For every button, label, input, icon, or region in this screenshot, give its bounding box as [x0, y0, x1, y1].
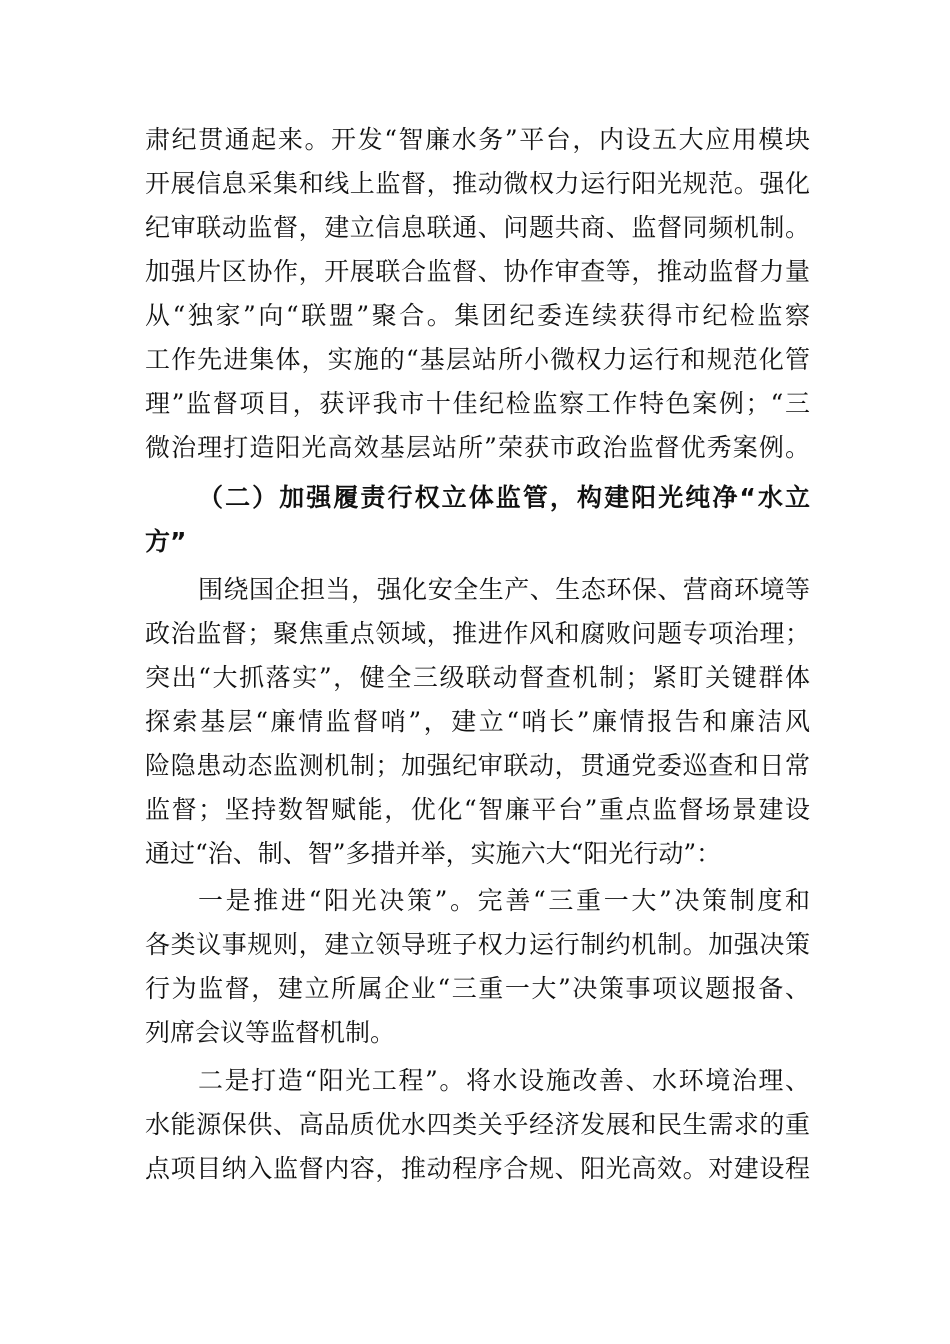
paragraph-line: 探索基层“廉情监督哨”，建立“哨长”廉情报告和廉洁风	[145, 707, 810, 736]
paragraph-line: 工作先进集体，实施的“基层站所小微权力运行和规范化管	[145, 345, 810, 374]
section-heading-line: 方”	[145, 527, 187, 556]
paragraph-line: 险隐患动态监测机制；加强纪审联动，贯通党委巡查和日常	[145, 751, 810, 780]
paragraph-line: 纪审联动监督，建立信息联通、问题共商、监督同频机制。	[145, 213, 810, 242]
paragraph-line: 突出“大抓落实”，健全三级联动督查机制；紧盯关键群体	[145, 663, 810, 692]
paragraph-line: 监督；坚持数智赋能，优化“智廉平台”重点监督场景建设	[145, 795, 810, 824]
paragraph-line: 点项目纳入监督内容，推动程序合规、阳光高效。对建设程	[145, 1154, 810, 1183]
paragraph-line: 从“独家”向“联盟”聚合。集团纪委连续获得市纪检监察	[145, 301, 810, 330]
paragraph-line: 加强片区协作，开展联合监督、协作审查等，推动监督力量	[145, 257, 810, 286]
paragraph-line: 开展信息采集和线上监督，推动微权力运行阳光规范。强化	[145, 169, 810, 198]
paragraph-line: 围绕国企担当，强化安全生产、生态环保、营商环境等	[198, 575, 810, 604]
paragraph-line: 行为监督，建立所属企业“三重一大”决策事项议题报备、	[145, 974, 810, 1003]
paragraph-line: 一是推进“阳光决策”。完善“三重一大”决策制度和	[198, 886, 810, 915]
section-heading-line: （二）加强履责行权立体监管，构建阳光纯净“水立	[198, 483, 810, 512]
paragraph-line: 肃纪贯通起来。开发“智廉水务”平台，内设五大应用模块	[145, 125, 810, 154]
paragraph-line: 微治理打造阳光高效基层站所”荣获市政治监督优秀案例。	[145, 433, 810, 462]
paragraph-line: 政治监督；聚焦重点领域，推进作风和腐败问题专项治理；	[145, 619, 810, 648]
paragraph-line: 各类议事规则，建立领导班子权力运行制约机制。加强决策	[145, 930, 810, 959]
paragraph-line: 理”监督项目，获评我市十佳纪检监察工作特色案例；“三	[145, 389, 810, 418]
paragraph-line: 二是打造“阳光工程”。将水设施改善、水环境治理、	[198, 1066, 810, 1095]
paragraph-line: 列席会议等监督机制。	[145, 1018, 396, 1047]
paragraph-line: 通过“治、制、智”多措并举，实施六大“阳光行动”：	[145, 839, 722, 868]
paragraph-line: 水能源保供、高品质优水四类关乎经济发展和民生需求的重	[145, 1110, 810, 1139]
